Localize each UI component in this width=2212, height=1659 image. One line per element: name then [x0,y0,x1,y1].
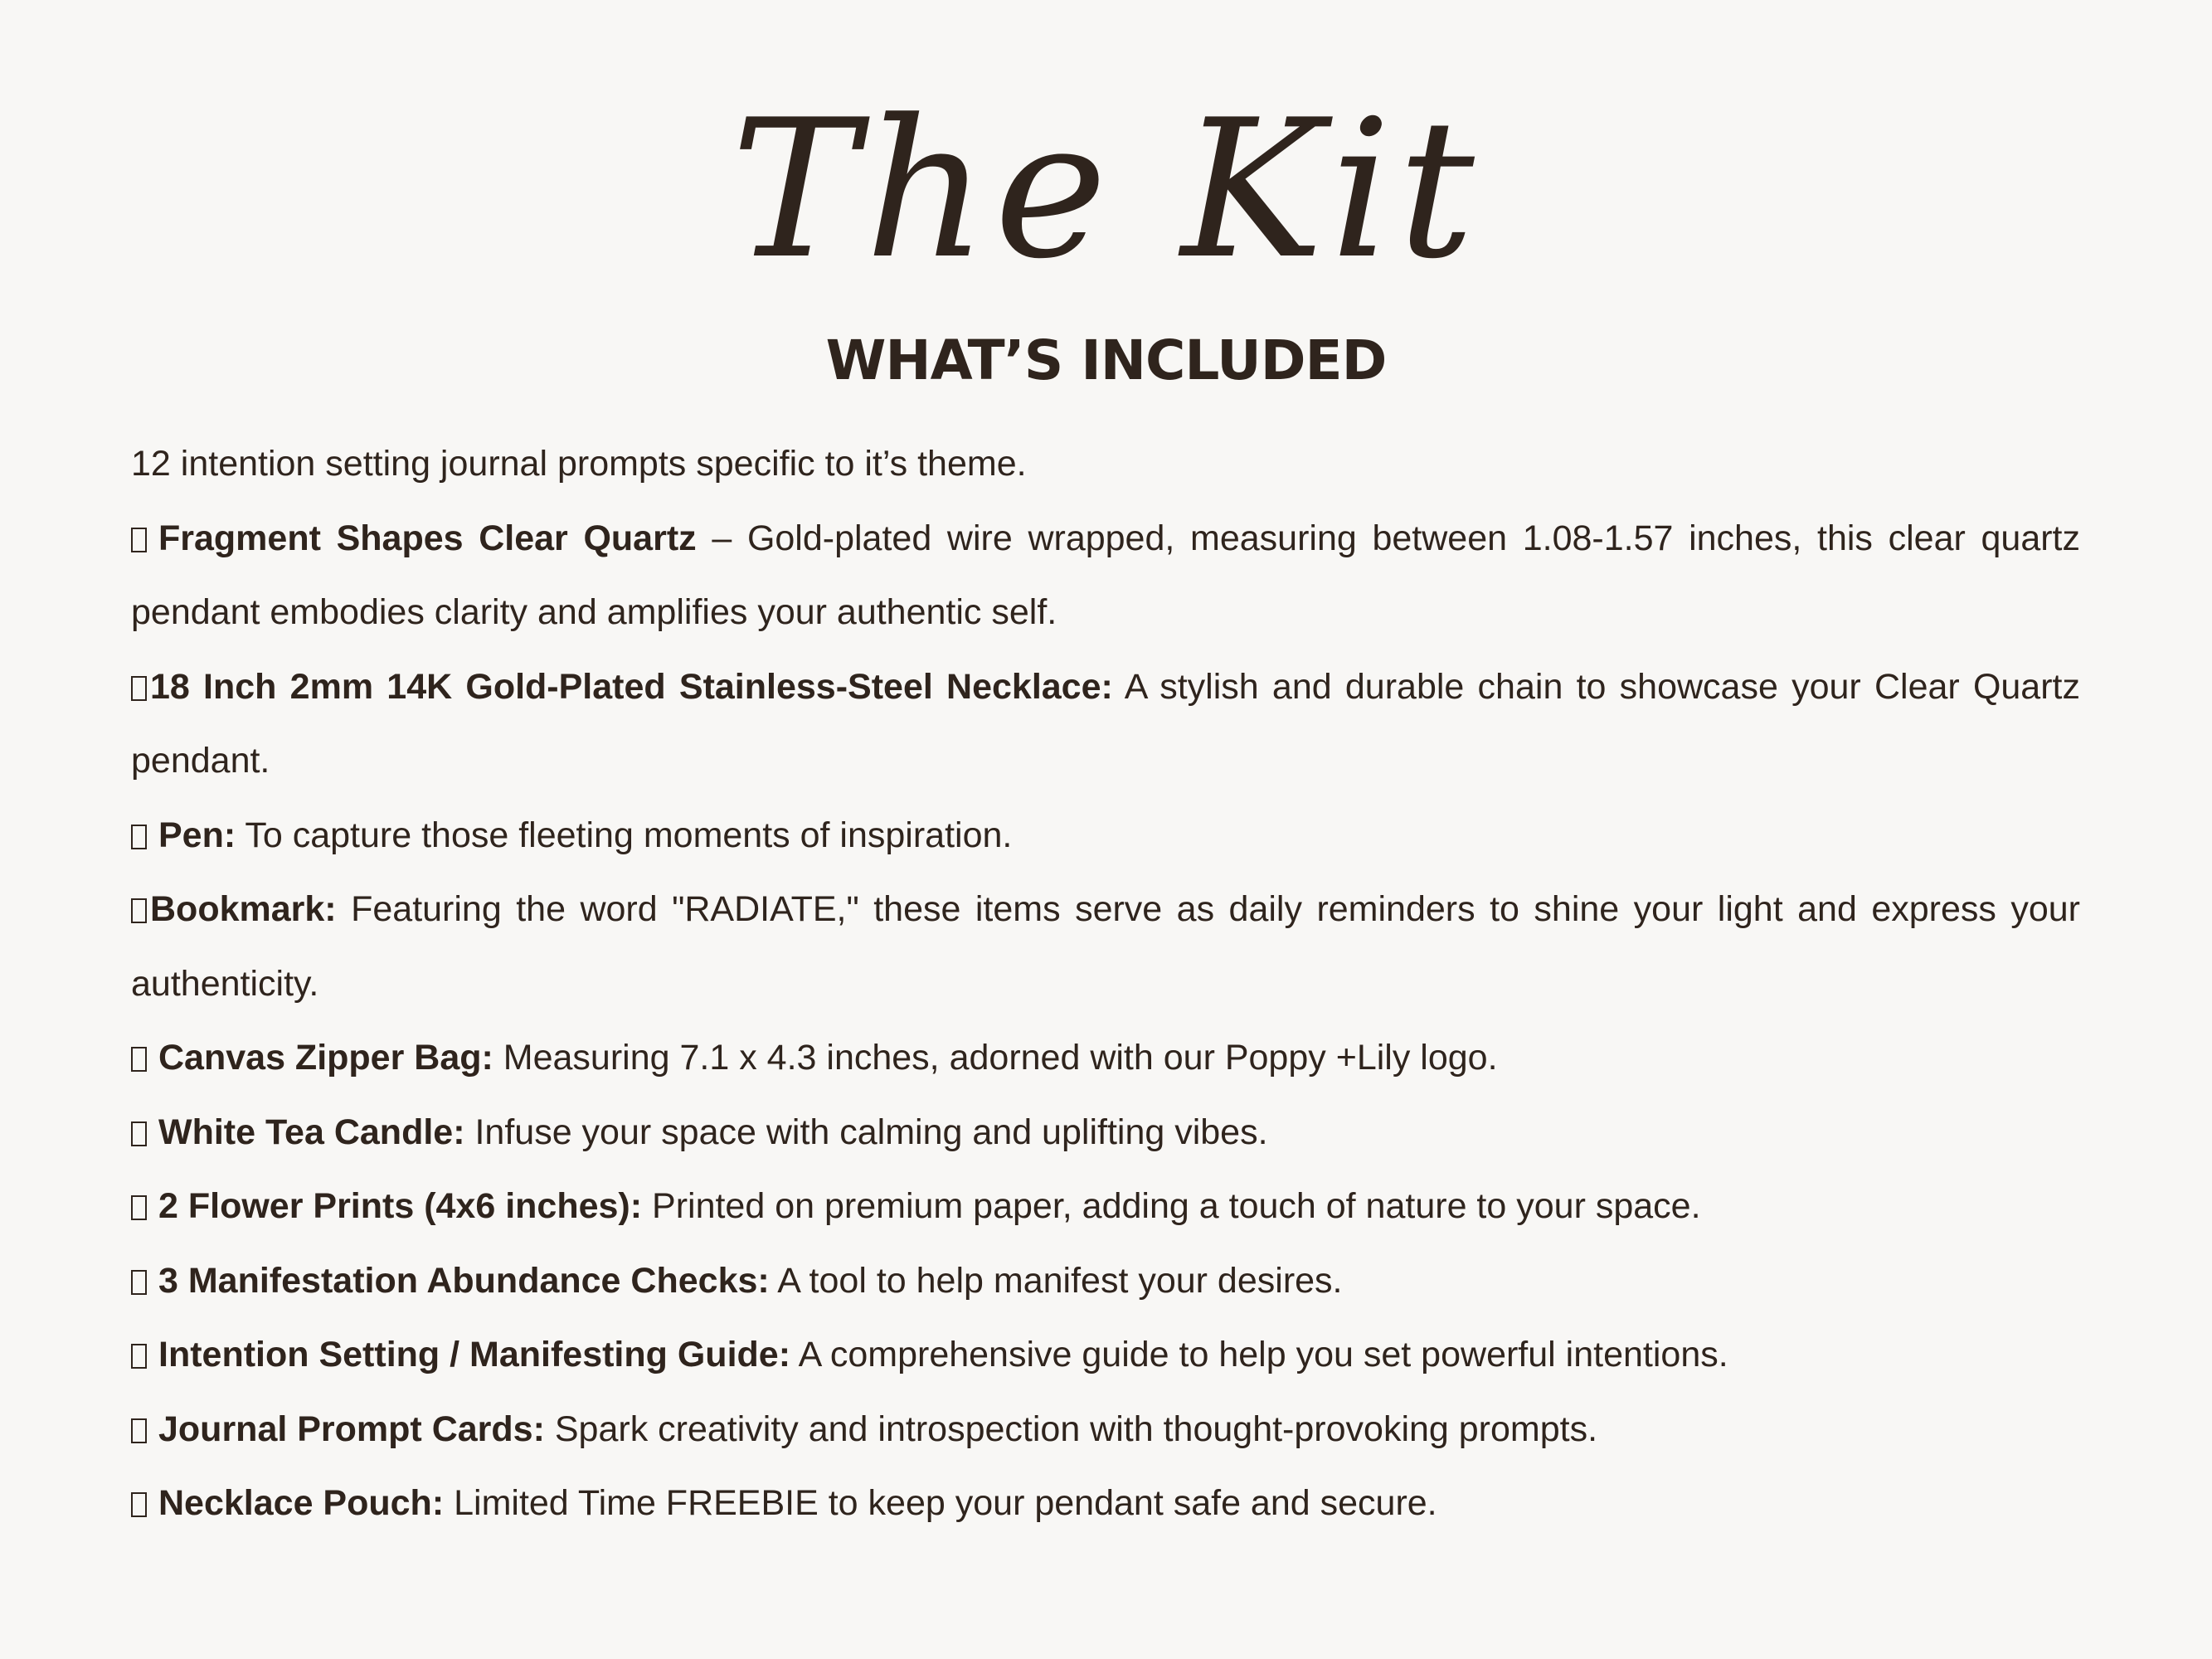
list-item [131,1021,2080,1096]
list-item [131,1244,2080,1319]
item-separator [465,1112,475,1152]
list-item [131,1096,2080,1170]
checkbox-icon [131,1344,147,1369]
list-item [131,1393,2080,1467]
item-name: Intention Setting / Manifesting Guide: [158,1335,791,1374]
checkbox-icon [131,1195,147,1220]
item-separator: – [696,518,747,558]
item-separator [493,1038,503,1078]
item-separator [642,1186,652,1226]
item-name: Fragment Shapes Clear Quartz [158,518,697,558]
item-description: A comprehensive guide to help you set powerful intentions. [798,1335,1728,1374]
item-description: Gold-plated wire wrapped, measuring between 1.08-1.57 inches, this clear quartz pendant embodies clarity and amplifies your authentic self. [131,518,2080,632]
item-name: 3 Manifestation Abundance Checks: [158,1260,770,1301]
item-separator [790,1335,799,1374]
list-item [131,650,2080,799]
item-name: 18 Inch 2mm 14K Gold-Plated Stainless-Steel Necklace: [150,666,1113,707]
item-description: To capture those fleeting moments of inspiration. [245,815,1013,855]
item-separator [337,889,351,929]
item-description: Spark creativity and introspection with thought-provoking prompts. [554,1408,1598,1449]
intro-text: 12 intention setting journal prompts specific to it’s theme. [131,444,1027,484]
item-description: A stylish and durable chain to showcase your Clear Quartz pendant. [131,666,2080,781]
item-separator [545,1409,555,1449]
item-name: Necklace Pouch: [158,1483,445,1523]
list-item [131,873,2080,1021]
item-name: Pen: [158,815,236,855]
item-description: Featuring the word "RADIATE," these items serve as daily reminders to shine your light and express your authenticity. [131,889,2080,1004]
checkbox-icon [131,528,147,552]
item-name: Canvas Zipper Bag: [158,1038,493,1078]
item-description: Limited Time FREEBIE to keep your pendant safe and secure. [454,1483,1437,1523]
checkbox-icon [131,676,147,701]
item-separator [770,1261,778,1301]
list-item [131,502,2080,650]
item-separator [444,1483,454,1523]
item-description: Infuse your space with calming and uplifting vibes. [474,1112,1268,1152]
item-name: 2 Flower Prints (4x6 inches): [158,1186,643,1226]
item-separator [236,815,245,855]
section-subtitle: WHAT’S INCLUDED [825,328,1387,392]
list-item [131,1467,2080,1541]
list-item [131,799,2080,873]
checkbox-icon [131,1492,147,1517]
item-description: Printed on premium paper, adding a touch of nature to your space. [652,1186,1701,1226]
item-name: Bookmark: [150,889,337,929]
checkbox-icon [131,825,147,849]
checkbox-icon [131,898,147,923]
item-name: White Tea Candle: [158,1112,465,1152]
item-name: Journal Prompt Cards: [158,1408,545,1449]
item-description: Measuring 7.1 x 4.3 inches, adorned with our Poppy +Lily logo. [503,1038,1498,1078]
checkbox-icon [131,1121,147,1146]
script-title: The Kit [731,80,1481,301]
checkbox-icon [131,1270,147,1295]
checkbox-icon [131,1047,147,1072]
checkbox-icon [131,1418,147,1443]
included-items-list [131,427,2080,1541]
list-item [131,1170,2080,1244]
item-separator [1113,667,1125,707]
list-item [131,1318,2080,1393]
item-description: A tool to help manifest your desires. [777,1260,1343,1301]
